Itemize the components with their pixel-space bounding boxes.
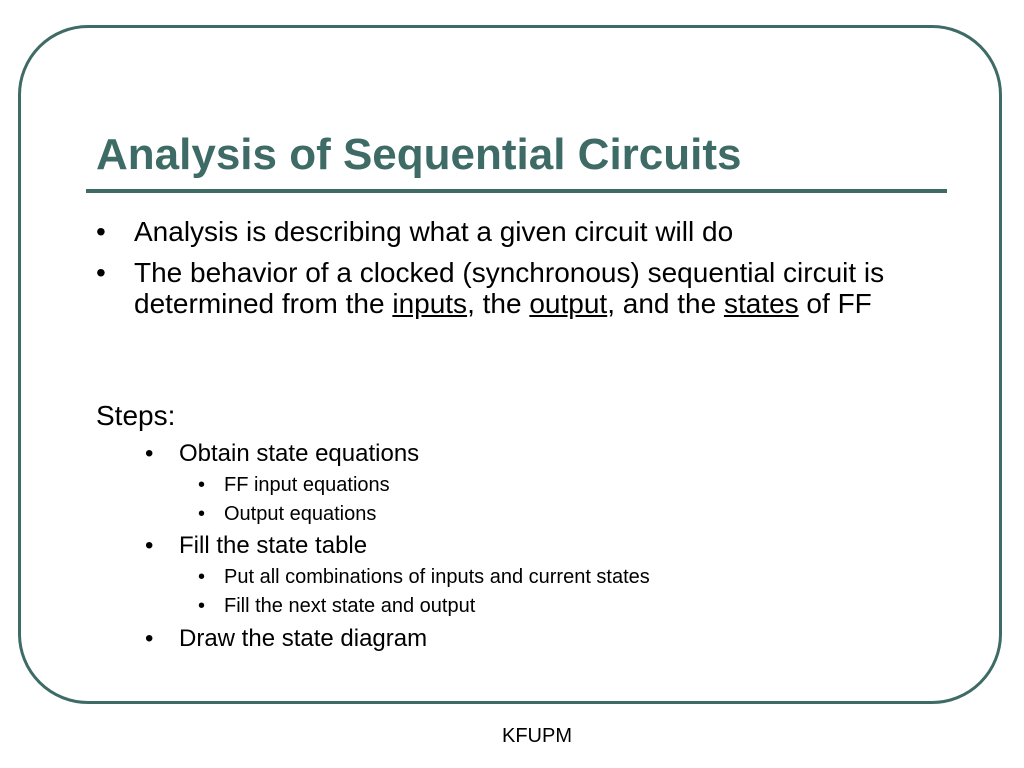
- bullet-text-part: of FF: [798, 288, 872, 319]
- bullet-behavior: [96, 257, 926, 319]
- step-label: Fill the state table: [179, 532, 368, 559]
- substep-item: [198, 473, 390, 497]
- bullet-marker: •: [198, 474, 206, 496]
- footer-text: KFUPM: [502, 725, 572, 747]
- step-item: [145, 625, 427, 653]
- bullet-text: [134, 257, 926, 319]
- bullet-marker: •: [198, 566, 206, 588]
- bullet-marker: •: [145, 532, 154, 559]
- title-underline: [86, 189, 947, 193]
- substep-item: [198, 502, 376, 526]
- step-item: [145, 440, 419, 468]
- step-item: [145, 532, 367, 560]
- bullet-analysis: [96, 216, 926, 247]
- bullet-marker: •: [145, 440, 154, 467]
- substep-item: [198, 565, 650, 589]
- substep-label: Put all combinations of inputs and current states: [224, 566, 650, 588]
- underlined-output: output: [529, 288, 608, 319]
- bullet-text-part: , and the: [607, 288, 724, 319]
- step-label: Draw the state diagram: [179, 625, 428, 652]
- slide-title: Analysis of Sequential Circuits: [96, 130, 742, 179]
- bullet-text-part: The behavior of a clocked (synchronous) sequential circuit is determined from the: [134, 257, 885, 319]
- bullet-marker: •: [145, 625, 154, 652]
- underlined-states: states: [723, 288, 799, 319]
- substep-item: [198, 594, 475, 618]
- bullet-marker: •: [96, 216, 106, 247]
- bullet-text-part: , the: [467, 288, 530, 319]
- step-label: Obtain state equations: [179, 440, 420, 467]
- underlined-inputs: inputs: [392, 288, 468, 319]
- bullet-marker: •: [198, 595, 206, 617]
- steps-label: Steps:: [96, 400, 176, 431]
- bullet-marker: •: [96, 257, 106, 288]
- substep-label: Fill the next state and output: [224, 595, 476, 617]
- substep-label: FF input equations: [224, 474, 390, 496]
- bullet-marker: •: [198, 503, 206, 525]
- substep-label: Output equations: [224, 503, 377, 525]
- bullet-text: Analysis is describing what a given circuit will do: [134, 216, 734, 247]
